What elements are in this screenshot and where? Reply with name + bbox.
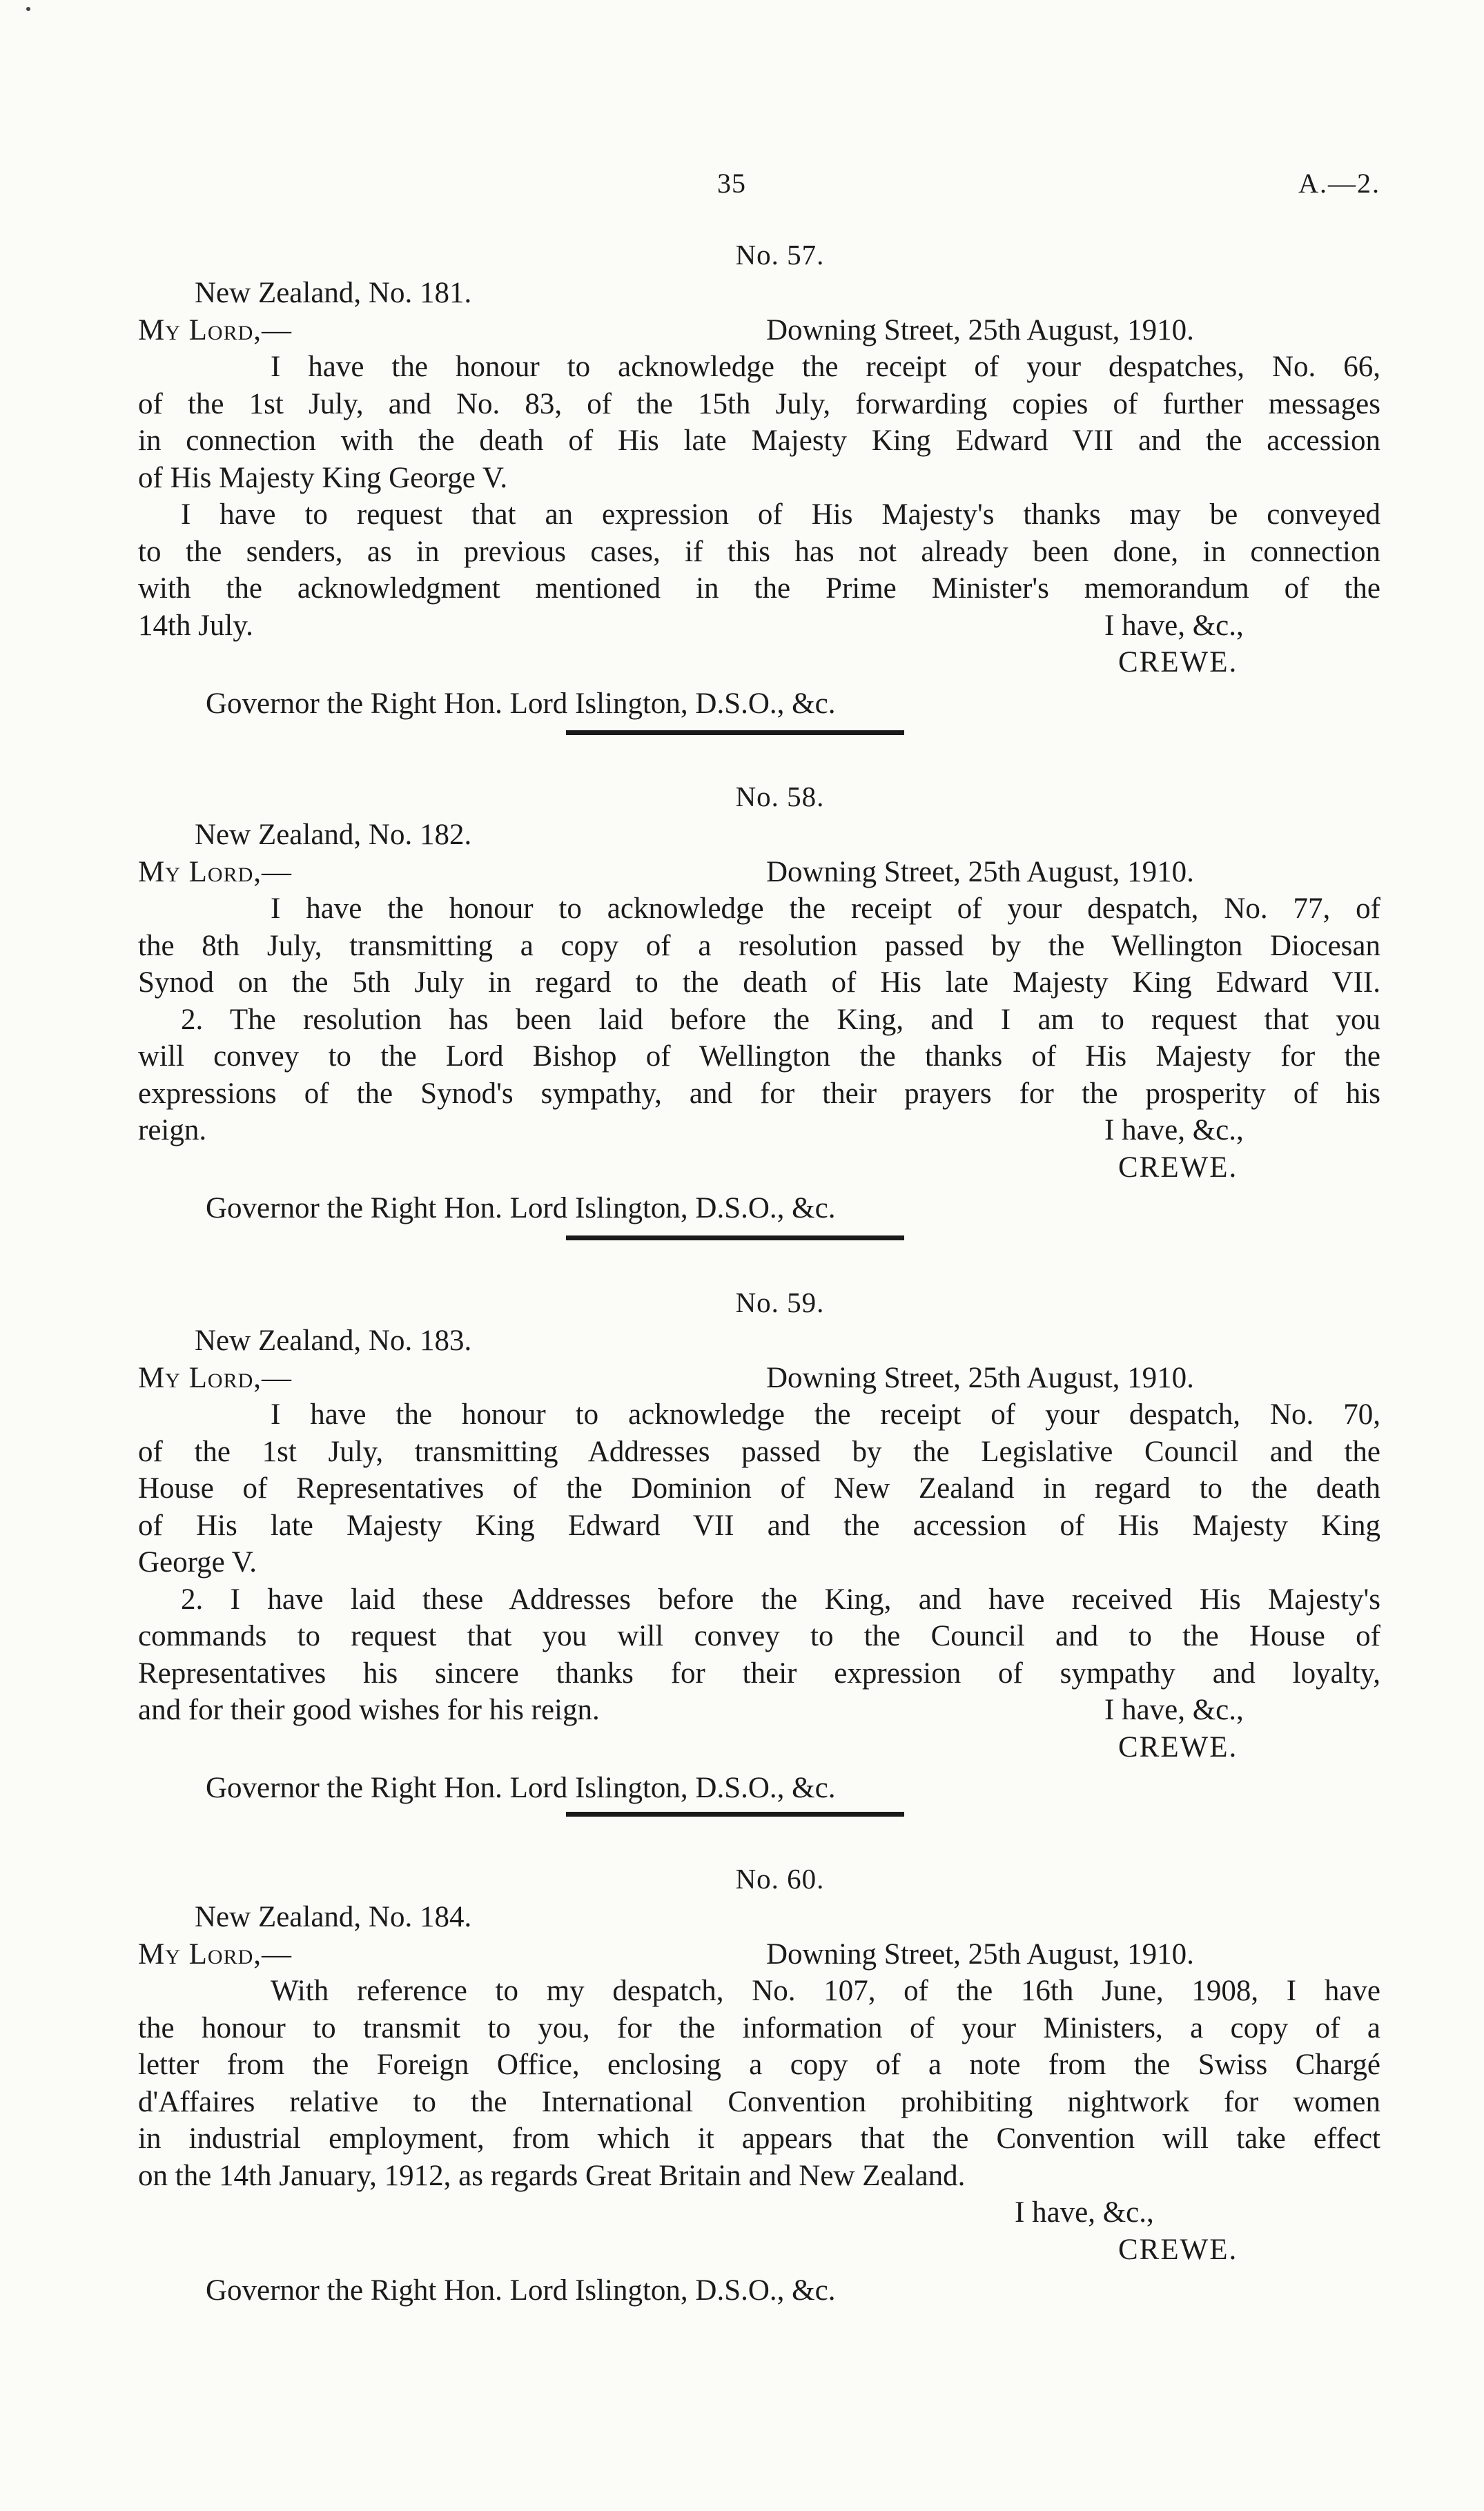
despatch-number: No. 60. <box>735 1863 825 1895</box>
paragraph-line: I have to request that an expression of His Majesty's thanks may be conveyed <box>181 498 1380 531</box>
paragraph-line: the 8th July, transmitting a copy of a resolution passed by the Wellington Diocesan <box>138 929 1380 962</box>
signature: CREWE. <box>1118 646 1238 678</box>
despatch-address: New Zealand, No. 181. <box>195 277 472 309</box>
paragraph-line: George V. <box>138 1546 257 1579</box>
despatch-address: New Zealand, No. 183. <box>195 1325 472 1357</box>
closing-formula: I have, &c., <box>1104 609 1244 642</box>
paragraph-line: 14th July. <box>138 609 253 642</box>
paragraph-line: of His Majesty King George V. <box>138 461 508 494</box>
scan-mark <box>26 7 30 11</box>
section-divider <box>566 1812 904 1817</box>
salutation-row <box>138 1936 1380 1973</box>
despatch-date: Downing Street, 25th August, 1910. <box>766 1361 1194 1394</box>
salutation: My Lord,— <box>138 1937 293 1971</box>
despatch-address: New Zealand, No. 182. <box>195 819 472 851</box>
closing-row <box>138 1692 1380 1729</box>
paragraph-line: d'Affaires relative to the International Convention prohibiting nightwork for women <box>138 2085 1380 2118</box>
paragraph-line: House of Representatives of the Dominion of New Zealand in regard to the death <box>138 1472 1380 1505</box>
despatch-entry-60 <box>138 1859 1380 2309</box>
salutation: My Lord,— <box>138 855 293 888</box>
paragraph-line: of the 1st July, transmitting Addresses passed by the Legislative Council and the <box>138 1435 1380 1468</box>
paragraph-line: of His late Majesty King Edward VII and the accession of His Majesty King <box>138 1509 1380 1542</box>
closing-formula: I have, &c., <box>1015 2196 1154 2229</box>
despatch-address: New Zealand, No. 184. <box>195 1901 472 1933</box>
paragraph-line: 2. I have laid these Addresses before the King, and have received His Majesty's <box>181 1583 1380 1616</box>
paragraph-line: and for their good wishes for his reign. <box>138 1694 600 1726</box>
paragraph-line: Synod on the 5th July in regard to the death of His late Majesty King Edward VII. <box>138 966 1380 999</box>
despatch-number: No. 57. <box>735 239 825 271</box>
despatch-number: No. 58. <box>735 781 825 812</box>
paragraph-line: I have the honour to acknowledge the receipt of your despatches, No. 66, <box>271 351 1380 383</box>
paragraph-line: With reference to my despatch, No. 107, of the 16th June, 1908, I have <box>271 1975 1380 2007</box>
paragraph-line: on the 14th January, 1912, as regards Great Britain and New Zealand. <box>138 2159 966 2192</box>
recipient: Governor the Right Hon. Lord Islington, D.S.O., &c. <box>206 1192 836 1224</box>
recipient: Governor the Right Hon. Lord Islington, D.S.O., &c. <box>206 687 836 720</box>
salutation-row <box>138 854 1380 891</box>
paragraph-line: letter from the Foreign Office, enclosing a copy of a note from the Swiss Chargé <box>138 2049 1380 2081</box>
closing-row <box>138 1112 1380 1149</box>
recipient: Governor the Right Hon. Lord Islington, D.S.O., &c. <box>206 1772 836 1804</box>
despatch-entry-59 <box>138 1282 1380 1807</box>
paragraph-line: I have the honour to acknowledge the receipt of your despatch, No. 70, <box>271 1398 1380 1431</box>
section-divider <box>566 1235 904 1240</box>
closing-formula: I have, &c., <box>1104 1694 1244 1726</box>
despatch-date: Downing Street, 25th August, 1910. <box>766 855 1194 888</box>
paragraph-line: the honour to transmit to you, for the information of your Ministers, a copy of a <box>138 2011 1380 2044</box>
paragraph-line: will convey to the Lord Bishop of Wellington the thanks of His Majesty for the <box>138 1040 1380 1073</box>
section-divider <box>566 730 904 735</box>
paragraph-line: in connection with the death of His late Majesty King Edward VII and the accession <box>138 424 1380 457</box>
paragraph-line: in industrial employment, from which it appears that the Convention will take effect <box>138 2122 1380 2155</box>
paragraph-line: reign. <box>138 1114 207 1146</box>
salutation: My Lord,— <box>138 1361 293 1394</box>
salutation-row <box>138 312 1380 349</box>
document-reference: A.—2. <box>1298 168 1380 199</box>
recipient: Governor the Right Hon. Lord Islington, D.S.O., &c. <box>206 2274 836 2307</box>
paragraph-line: with the acknowledgment mentioned in the Prime Minister's memorandum of the <box>138 572 1380 605</box>
closing-row <box>138 607 1380 645</box>
signature: CREWE. <box>1118 1730 1238 1763</box>
paragraph-line: commands to request that you will convey to the Council and to the House of <box>138 1620 1380 1652</box>
paragraph-line: Representatives his sincere thanks for their expression of sympathy and loyalty, <box>138 1657 1380 1690</box>
despatch-date: Downing Street, 25th August, 1910. <box>766 313 1194 346</box>
paragraph-line: I have the honour to acknowledge the receipt of your despatch, No. 77, of <box>271 892 1380 925</box>
salutation: My Lord,— <box>138 313 293 346</box>
salutation-row <box>138 1360 1380 1397</box>
paragraph-line: to the senders, as in previous cases, if this has not already been done, in connection <box>138 535 1380 568</box>
signature: CREWE. <box>1118 1151 1238 1184</box>
closing-formula: I have, &c., <box>1104 1114 1244 1146</box>
paragraph-line: 2. The resolution has been laid before the King, and I am to request that you <box>181 1003 1380 1036</box>
despatch-entry-58 <box>138 776 1380 1227</box>
signature: CREWE. <box>1118 2233 1238 2266</box>
despatch-date: Downing Street, 25th August, 1910. <box>766 1937 1194 1971</box>
page-number: 35 <box>717 168 746 199</box>
despatch-entry-57 <box>138 235 1380 722</box>
paragraph-line: of the 1st July, and No. 83, of the 15th July, forwarding copies of further messages <box>138 387 1380 420</box>
paragraph-line: expressions of the Synod's sympathy, and for their prayers for the prosperity of his <box>138 1077 1380 1110</box>
despatch-number: No. 59. <box>735 1287 825 1318</box>
